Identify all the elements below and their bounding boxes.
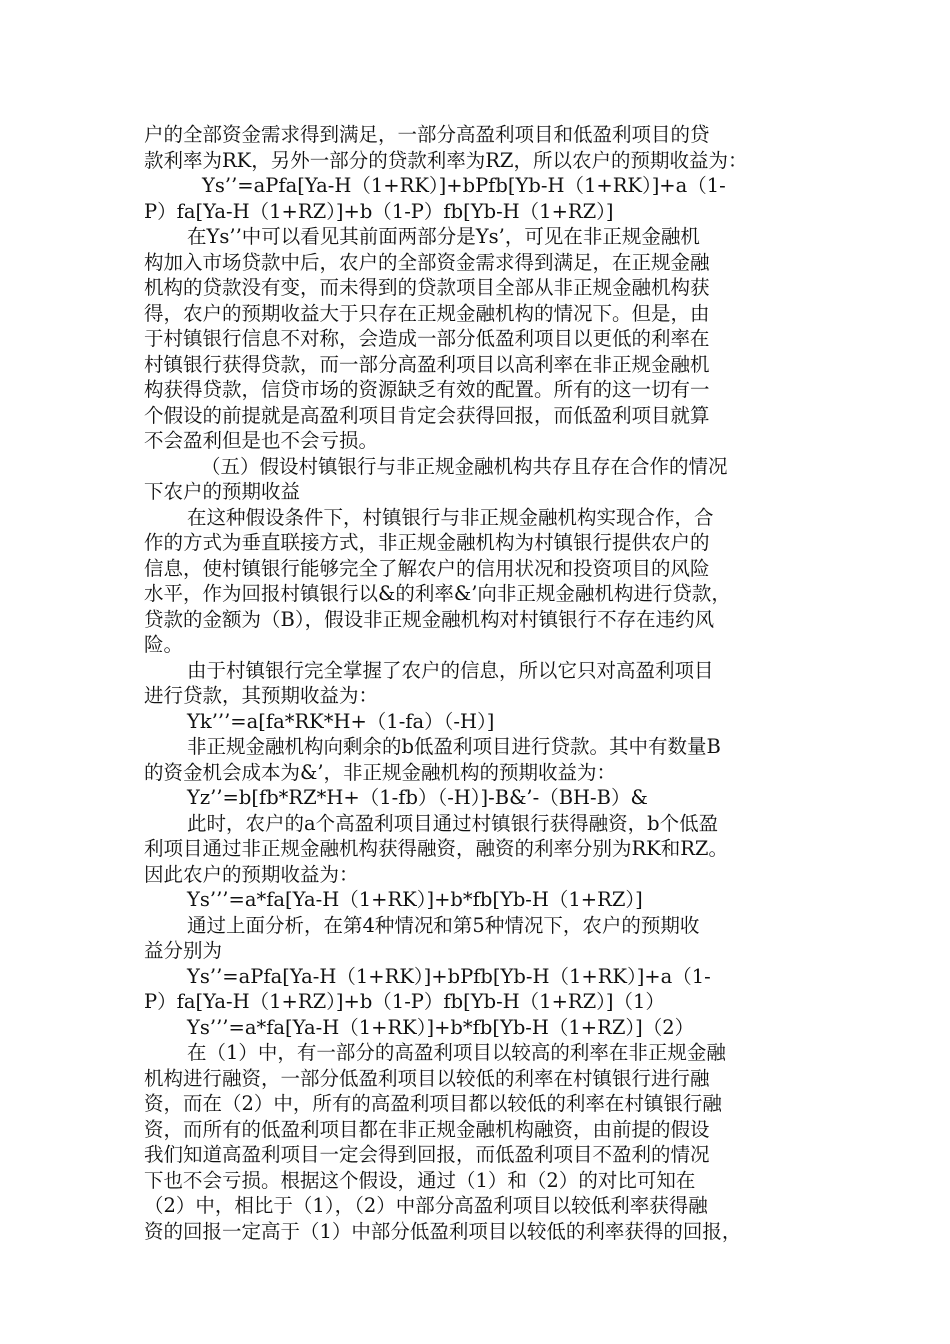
- text-line: Yk’’’=a[fa*RK*H+（1-fa）（-H）]: [187, 709, 495, 733]
- text-line: 我们知道高盈利项目一定会得到回报，而低盈利项目不盈利的情况: [144, 1143, 710, 1166]
- text-line: 益分别为: [144, 939, 223, 962]
- text-line: 构获得贷款，信贷市场的资源缺乏有效的配置。所有的这一切有一: [144, 378, 710, 401]
- text-line: Yz’’=b[fb*RZ*H+（1-fb）（-H）]-B&’-（BH-B）&: [187, 786, 648, 809]
- text-line: （2）中，相比于（1），（2）中部分高盈利项目以较低利率获得融: [144, 1194, 708, 1217]
- text-line: 款利率为RK，另外一部分的贷款利率为RZ，所以农户的预期收益为：: [144, 148, 748, 172]
- text-line: 村镇银行获得贷款，而一部分高盈利项目以高利率在非正规金融机: [144, 352, 710, 376]
- text-line: Ys’’=aPfa[Ya-H（1+RK）]+bPfb[Yb-H（1+RK）]+a（1-: [202, 174, 726, 197]
- text-line: 资，而所有的低盈利项目都在非正规金融机构融资，由前提的假设: [144, 1117, 710, 1141]
- text-line: 作的方式为垂直联接方式，非正规金融机构为村镇银行提供农户的: [144, 531, 710, 554]
- text-line: 资的回报一定高于（1）中部分低盈利项目以较低的利率获得的回报，: [144, 1219, 742, 1243]
- text-line: Ys’’’=a*fa[Ya-H（1+RK）]+b*fb[Yb-H（1+RZ）]（2）: [187, 1015, 695, 1039]
- text-line: 险。: [144, 633, 184, 656]
- text-line: Ys’’=aPfa[Ya-H（1+RK）]+bPfb[Yb-H（1+RK）]+a（1-: [187, 964, 711, 988]
- text-line: 构加入市场贷款中后，农户的全部资金需求得到满足，在正规金融: [144, 250, 710, 274]
- text-line: 下也不会亏损。根据这个假设，通过（1）和（2）的对比可知在: [144, 1168, 696, 1192]
- text-line: 在Ys’’中可以看见其前面两部分是Ys’，可见在非正规金融机: [187, 225, 700, 248]
- text-line: 因此农户的预期收益为：: [144, 862, 359, 886]
- text-line: P）fa[Ya-H（1+RZ）]+b（1-P）fb[Yb-H（1+RZ）]: [144, 199, 614, 223]
- text-line: 进行贷款，其预期收益为：: [144, 684, 379, 707]
- text-line: 户的全部资金需求得到满足，一部分高盈利项目和低盈利项目的贷: [144, 123, 710, 146]
- text-line: 信息，使村镇银行能够完全了解农户的信用状况和投资项目的风险: [144, 556, 710, 580]
- text-line: （五）假设村镇银行与非正规金融机构共存且存在合作的情况: [201, 454, 728, 478]
- text-line: 不会盈利但是也不会亏损。: [144, 429, 379, 452]
- text-line: 个假设的前提就是高盈利项目肯定会获得回报，而低盈利项目就算: [144, 403, 710, 427]
- text-line: 此时，农户的a个高盈利项目通过村镇银行获得融资，b个低盈: [187, 811, 719, 835]
- text-line: 机构的贷款没有变，而未得到的贷款项目全部从非正规金融机构获: [144, 276, 710, 299]
- text-line: P）fa[Ya-H（1+RZ）]+b（1-P）fb[Yb-H（1+RZ）]（1）: [144, 990, 665, 1013]
- text-line: 通过上面分析，在第4种情况和第5种情况下，农户的预期收: [187, 913, 700, 937]
- text-line: 的资金机会成本为&’，非正规金融机构的预期收益为：: [144, 760, 617, 784]
- text-line: 资，而在（2）中，所有的高盈利项目都以较低的利率在村镇银行融: [144, 1092, 722, 1115]
- text-line: 于村镇银行信息不对称，会造成一部分低盈利项目以更低的利率在: [144, 327, 710, 350]
- text-line: 在（1）中，有一部分的高盈利项目以较高的利率在非正规金融: [187, 1041, 726, 1064]
- text-line: 下农户的预期收益: [144, 480, 301, 503]
- text-line: 贷款的金额为（B），假设非正规金融机构对村镇银行不存在违约风: [144, 607, 715, 631]
- text-line: 机构进行融资，一部分低盈利项目以较低的利率在村镇银行进行融: [144, 1066, 710, 1090]
- text-line: 由于村镇银行完全掌握了农户的信息，所以它只对高盈利项目: [187, 658, 714, 682]
- text-line: 在这种假设条件下，村镇银行与非正规金融机构实现合作，合: [187, 505, 714, 529]
- text-line: 得，农户的预期收益大于只存在正规金融机构的情况下。但是，由: [144, 301, 710, 325]
- text-line: 非正规金融机构向剩余的b低盈利项目进行贷款。其中有数量B: [187, 735, 721, 758]
- document-page: [144, 122, 824, 1244]
- text-line: 利项目通过非正规金融机构获得融资，融资的利率分别为RK和RZ。: [144, 837, 728, 860]
- text-line: Ys’’’=a*fa[Ya-H（1+RK）]+b*fb[Yb-H（1+RZ）]: [187, 888, 643, 911]
- text-line: 水平，作为回报村镇银行以&的利率&’向非正规金融机构进行贷款，: [144, 582, 731, 605]
